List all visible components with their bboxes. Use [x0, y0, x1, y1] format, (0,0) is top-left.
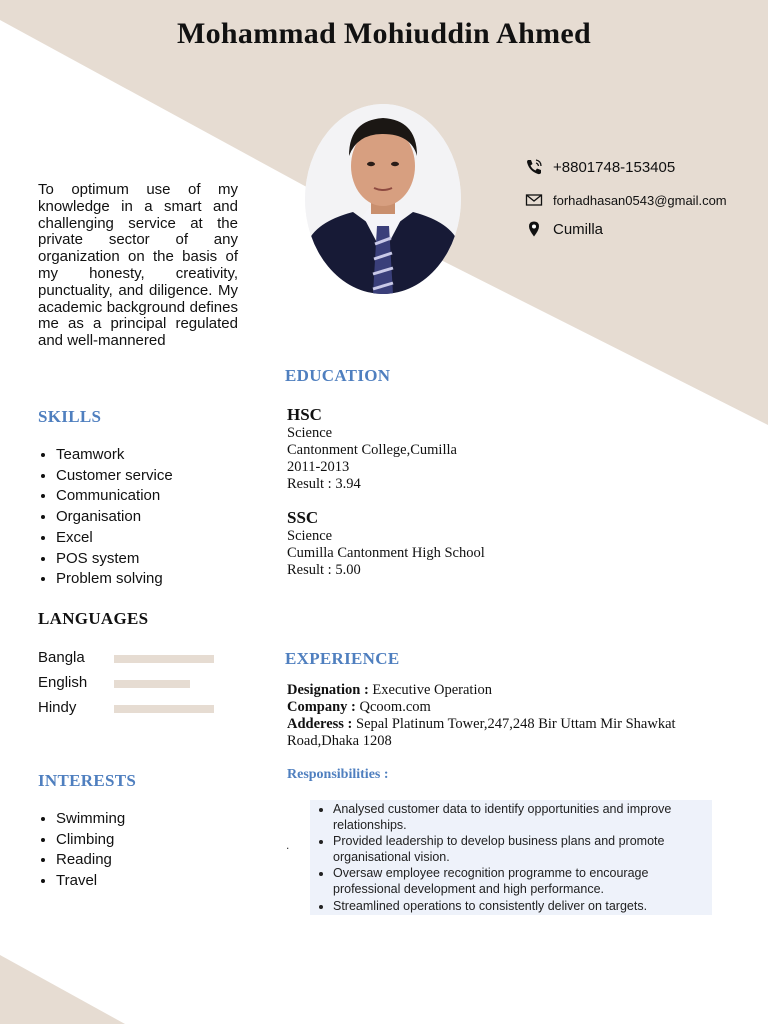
responsibilities-list	[312, 801, 713, 914]
ssc-result: Result : 5.00	[287, 562, 361, 578]
responsibilities-heading: Responsibilities :	[287, 767, 389, 782]
interest-item: • Swimming	[56, 809, 125, 830]
language-row	[38, 699, 218, 719]
hsc-group: Science	[287, 425, 333, 441]
profile-photo	[305, 104, 461, 294]
map-pin-icon	[525, 220, 543, 238]
bottom-beige-shape	[0, 955, 125, 1024]
ssc-institution: Cumilla Cantonment High School	[287, 545, 485, 561]
education-hsc	[287, 405, 457, 493]
phone-icon	[525, 158, 543, 176]
designation-line	[287, 682, 677, 699]
skills-heading: SKILLS	[38, 407, 102, 426]
company-line	[287, 699, 677, 716]
skills-list	[38, 445, 173, 590]
interests-list	[38, 809, 125, 892]
email-address: forhadhasan0543@gmail.com	[553, 192, 727, 208]
hsc-result: Result : 3.94	[287, 476, 361, 492]
ssc-group: Science	[287, 528, 333, 544]
languages-heading: LANGUAGES	[38, 609, 149, 628]
skill-item: • Organisation	[56, 507, 173, 528]
candidate-name: Mohammad Mohiuddin Ahmed	[177, 17, 591, 50]
interest-item: • Travel	[56, 871, 125, 892]
skill-item: • Teamwork	[56, 445, 173, 466]
interest-item: • Reading	[56, 850, 125, 871]
designation-value: Executive Operation	[372, 682, 492, 698]
ssc-degree: SSC	[287, 508, 319, 527]
skill-item: • POS system	[56, 549, 173, 570]
language-name: Hindy	[38, 699, 77, 716]
hsc-degree: HSC	[287, 405, 322, 424]
language-name: Bangla	[38, 649, 85, 666]
skill-item: • Problem solving	[56, 569, 173, 590]
responsibility-item: • Analysed customer data to identify opportunities and improve relationships.	[333, 801, 713, 833]
skill-item: • Communication	[56, 486, 173, 507]
language-row	[38, 649, 218, 669]
phone-number: +8801748-153405	[553, 158, 676, 176]
experience-details	[287, 682, 677, 750]
education-ssc	[287, 508, 485, 579]
email-contact	[525, 191, 727, 209]
interests-heading: INTERESTS	[38, 771, 137, 790]
skill-item: • Customer service	[56, 466, 173, 487]
language-row	[38, 674, 218, 694]
language-level-bar	[114, 705, 214, 713]
responsibility-item: • Oversaw employee recognition programme to encourage professional development and high performance.	[333, 865, 713, 897]
envelope-icon	[525, 191, 543, 209]
company-value: Qcoom.com	[359, 699, 431, 715]
education-heading: EDUCATION	[285, 366, 391, 385]
stray-mark: .	[286, 838, 290, 852]
responsibility-item: • Streamlined operations to consistently deliver on targets.	[333, 898, 713, 914]
company-label: Company :	[287, 699, 356, 715]
address-line	[287, 716, 677, 750]
responsibility-item: • Provided leadership to develop business plans and promote organisational vision.	[333, 833, 713, 865]
address-value: Sepal Platinum Tower,247,248 Bir Uttam Mir Shawkat Road,Dhaka 1208	[287, 716, 676, 749]
language-level-bar	[114, 680, 190, 688]
location-text: Cumilla	[553, 220, 604, 238]
skill-item: • Excel	[56, 528, 173, 549]
location-contact	[525, 220, 603, 238]
interest-item: • Climbing	[56, 830, 125, 851]
language-name: English	[38, 674, 88, 691]
address-label: Adderess :	[287, 716, 353, 732]
hsc-years: 2011-2013	[287, 459, 350, 475]
phone-contact	[525, 158, 675, 176]
designation-label: Designation :	[287, 682, 369, 698]
language-level-bar	[114, 655, 214, 663]
hsc-institution: Cantonment College,Cumilla	[287, 442, 457, 458]
objective-text: To optimum use of my knowledge in a smart and challenging service at the private sector of any organization on the basis of my honesty, creativity, punctuality, and diligence. My academic background defines me as a principal regulated and well-mannered	[38, 181, 238, 350]
experience-heading: EXPERIENCE	[285, 649, 400, 668]
